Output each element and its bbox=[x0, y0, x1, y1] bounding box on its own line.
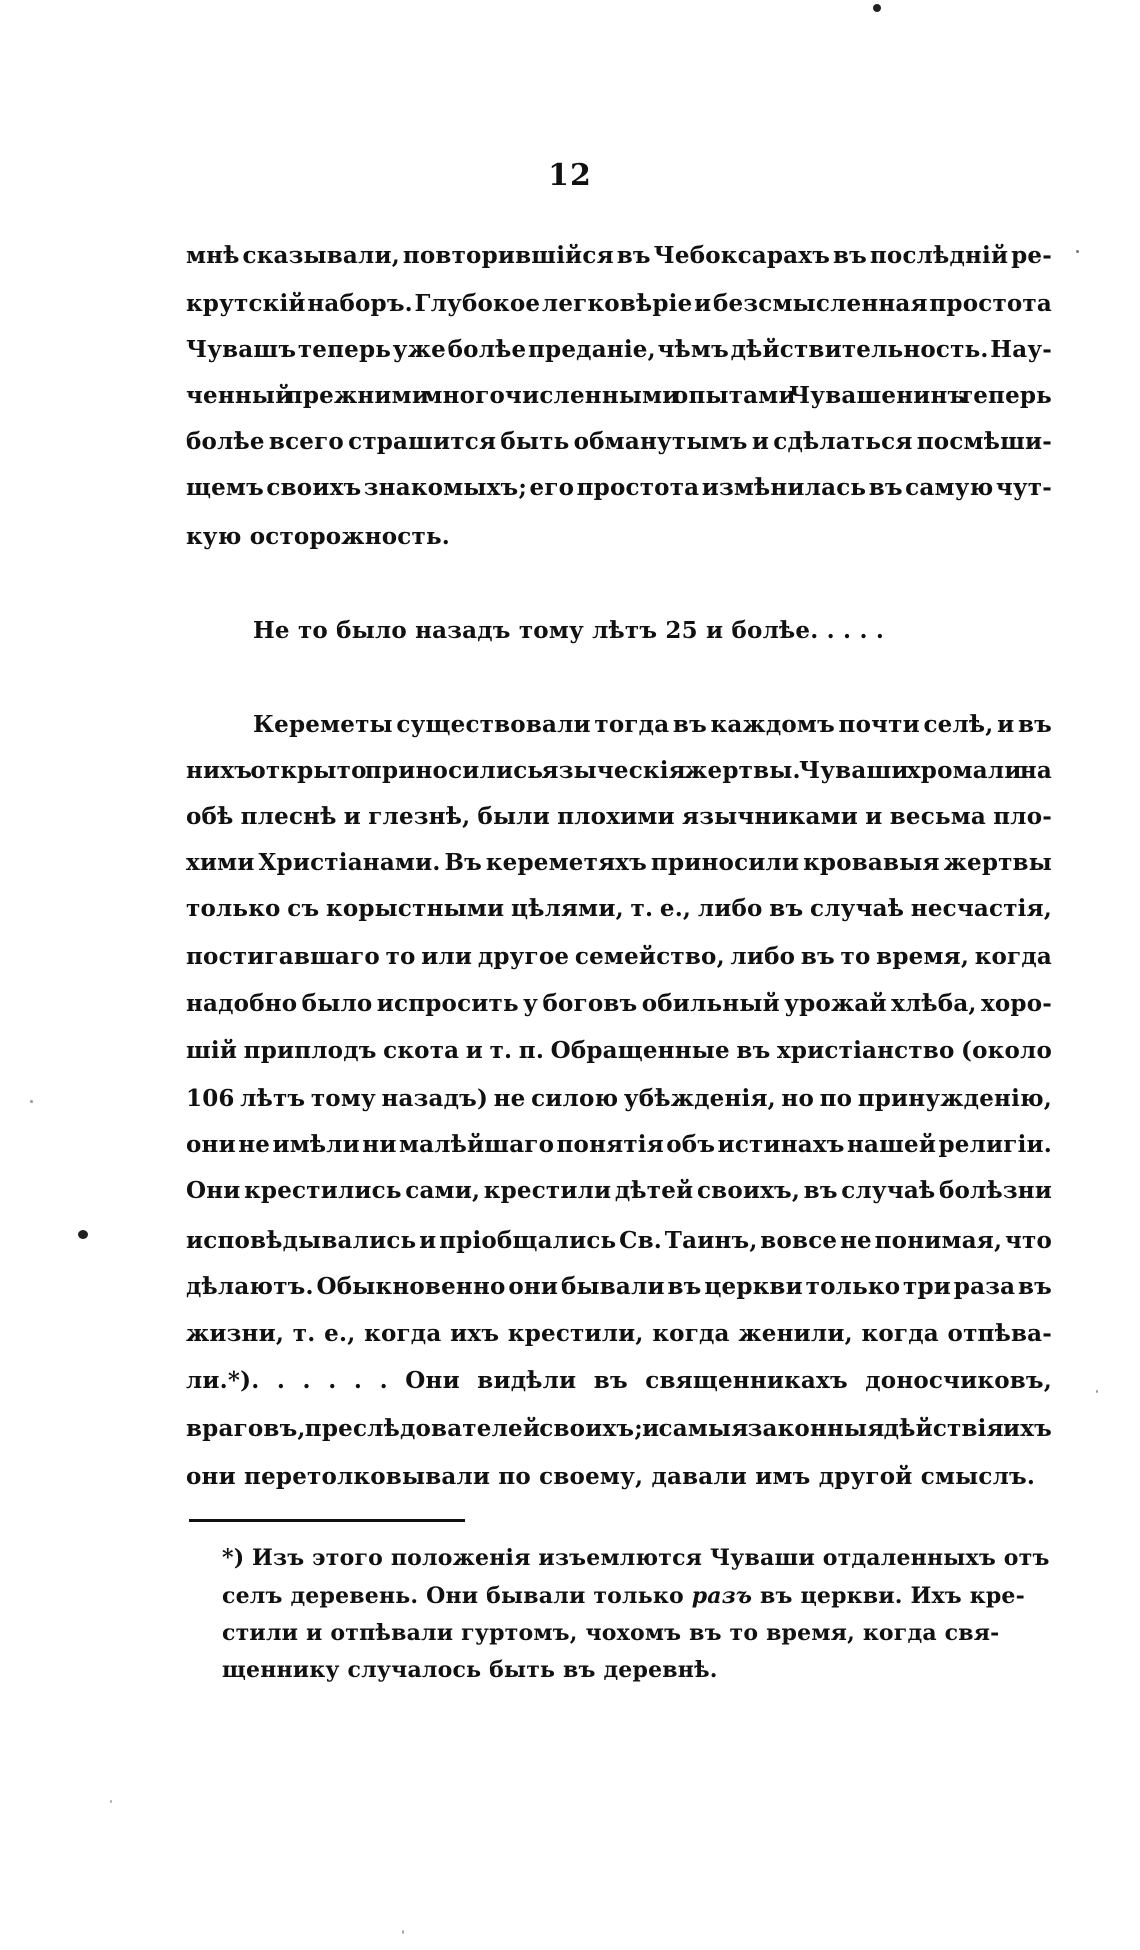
text-line: 106 лѣтъ тому назадъ) не силою убѣжденія, но по принужденію, bbox=[186, 1085, 1052, 1112]
scan-speck bbox=[1096, 1390, 1098, 1393]
footnote-separator bbox=[189, 1519, 465, 1522]
text-line: Кереметы существовали тогда въ каждомъ почти селѣ, и въ bbox=[253, 711, 1052, 738]
text-line: жизни, т. е., когда ихъ крестили, когда женили, когда отпѣва- bbox=[186, 1320, 1052, 1347]
text-line: только съ корыстными цѣлями, т. е., либо въ случаѣ несчастія, bbox=[186, 895, 1052, 922]
text-line: Чувашъ теперь уже болѣе преданіе, чѣмъ дѣйствительность. Нау- bbox=[186, 336, 1052, 363]
text-line: кую осторожность. bbox=[186, 523, 450, 550]
footnote-line: щеннику случалось быть въ деревнѣ. bbox=[222, 1657, 718, 1683]
text-line: ли.*). . . . . . Они видѣли въ священникахъ доносчиковъ, bbox=[186, 1367, 1052, 1394]
page-number: 12 bbox=[548, 158, 592, 193]
text-line: враговъ, преслѣдователей своихъ; и самыя законныя дѣйствія ихъ bbox=[186, 1415, 1052, 1442]
section-sentence: Не то было назадъ тому лѣтъ 25 и болѣе. . . . . bbox=[253, 617, 885, 644]
footnote-line bbox=[222, 1580, 1025, 1612]
scan-speck bbox=[1076, 250, 1079, 253]
text-line: Они крестились сами, крестили дѣтей своихъ, въ случаѣ болѣзни bbox=[186, 1177, 1052, 1204]
text-line: болѣе всего страшится быть обманутымъ и сдѣлаться посмѣши- bbox=[186, 428, 1052, 455]
footnote-text: селъ деревень. Они бывали только bbox=[222, 1583, 692, 1609]
text-line: щемъ своихъ знакомыхъ; его простота измѣнилась въ самую чут- bbox=[186, 474, 1052, 501]
footnote-line: Изъ этого положенія изъемлются Чуваши отдаленныхъ отъ bbox=[252, 1545, 1050, 1571]
text-line: мнѣ сказывали, повторившійся въ Чебоксарахъ въ послѣдній ре- bbox=[186, 242, 1052, 269]
text-line: нихъ открыто приносились языческія жертвы. Чуваши хромали на bbox=[186, 757, 1052, 784]
footnote-line: стили и отпѣвали гуртомъ, чохомъ въ то время, когда свя- bbox=[222, 1620, 1000, 1646]
scan-speck bbox=[110, 1800, 112, 1803]
footnote-text: въ церкви. Ихъ кре- bbox=[752, 1583, 1025, 1609]
scan-speck bbox=[402, 1930, 404, 1934]
scan-speck bbox=[30, 1100, 33, 1103]
text-line: постигавшаго то или другое семейство, либо въ то время, когда bbox=[186, 943, 1052, 970]
text-line: они не имѣли ни малѣйшаго понятія объ истинахъ нашей религіи. bbox=[186, 1131, 1052, 1158]
footnote-marker: *) bbox=[222, 1545, 245, 1571]
footnote-emphasis: разъ bbox=[691, 1583, 753, 1609]
scan-speck bbox=[873, 4, 881, 12]
text-line: обѣ плеснѣ и глезнѣ, были плохими язычниками и весьма пло- bbox=[186, 803, 1052, 830]
text-line: дѣлаютъ. Обыкновенно они бывали въ церкви только три раза въ bbox=[186, 1273, 1052, 1300]
text-line: ченный прежними многочисленными опытами Чувашенинъ теперь bbox=[186, 382, 1052, 409]
text-line: хими Христіанами. Въ кереметяхъ приносили кровавыя жертвы bbox=[186, 849, 1052, 876]
text-line: исповѣдывались и пріобщались Св. Таинъ, вовсе не понимая, что bbox=[186, 1227, 1052, 1254]
scan-speck bbox=[78, 1230, 88, 1239]
text-line: крутскій наборъ. Глубокое легковѣріе и безсмысленная простота bbox=[186, 290, 1052, 317]
text-line: надобно было испросить у боговъ обильный урожай хлѣба, хоро- bbox=[186, 990, 1052, 1017]
text-line: они перетолковывали по своему, давали имъ другой смыслъ. bbox=[186, 1463, 1036, 1490]
text-line: шій приплодъ скота и т. п. Обращенные въ христіанство (около bbox=[186, 1037, 1052, 1064]
